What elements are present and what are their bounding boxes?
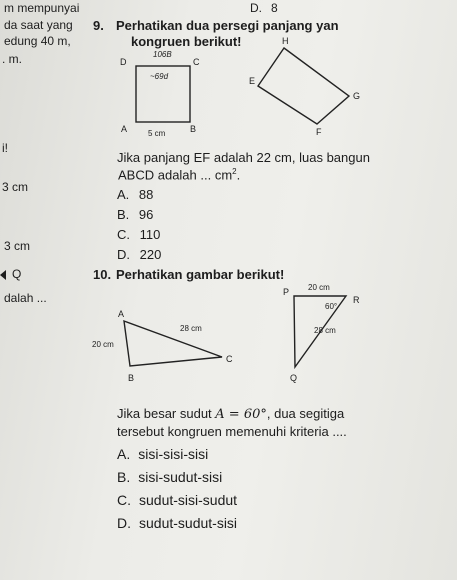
label-r: R: [353, 295, 360, 305]
prev-option-d-letter: D.: [250, 1, 262, 15]
label-28cm-right: 28 cm: [314, 326, 336, 335]
q10-option-d[interactable]: D. sudut-sudut-sisi: [117, 515, 238, 531]
q9-number: 9.: [93, 18, 104, 33]
handwriting-above: 106B: [153, 50, 172, 59]
prev-option-d-value: 8: [271, 1, 278, 15]
q9-stem-line-1: Perhatikan dua persegi panjang yan: [116, 18, 339, 33]
triangle-abc: [124, 321, 222, 366]
q10-option-c[interactable]: C. sudut-sisi-sudut: [117, 492, 238, 508]
label-d: D: [120, 57, 127, 67]
left-line-4: . m.: [2, 52, 22, 66]
left-line-8: Q: [0, 268, 21, 280]
q9-option-d[interactable]: D. 220: [117, 247, 162, 262]
label-h: H: [282, 36, 289, 46]
label-e: E: [249, 76, 256, 86]
label-60deg: 60°: [325, 302, 338, 311]
left-line-2: da saat yang: [4, 18, 73, 32]
label-20cm-right: 20 cm: [308, 283, 330, 292]
left-line-3: edung 40 m,: [4, 34, 71, 48]
label-b: B: [190, 124, 197, 134]
label-28cm-left: 28 cm: [180, 324, 202, 333]
left-line-6: 3 cm: [2, 180, 29, 194]
q10-text-line-2: tersebut kongruen memenuhi kriteria ....: [117, 424, 347, 439]
label-a: A: [121, 124, 128, 134]
label-f: F: [316, 127, 322, 137]
q9-option-b[interactable]: B. 96: [117, 207, 154, 222]
q9-text-line-1: Jika panjang EF adalah 22 cm, luas bangun: [117, 150, 370, 165]
q9-option-a[interactable]: A. 88: [117, 187, 154, 202]
label-c-tri: C: [226, 354, 233, 364]
left-line-7: 3 cm: [4, 239, 31, 253]
label-c: C: [193, 57, 200, 67]
label-b-tri: B: [128, 373, 135, 383]
q10-option-b[interactable]: B. sisi-sudut-sisi: [117, 469, 223, 485]
label-a-tri: A: [118, 309, 125, 319]
left-line-1: m mempunyai: [4, 1, 80, 15]
q10-stem: Perhatikan gambar berikut!: [116, 267, 285, 282]
q10-number: 10.: [93, 267, 112, 282]
left-line-5: i!: [2, 141, 8, 155]
handwriting-inside: ~69d: [150, 72, 169, 81]
label-g: G: [353, 91, 361, 101]
q10-option-a[interactable]: A. sisi-sisi-sisi: [117, 446, 209, 462]
label-5cm: 5 cm: [148, 129, 166, 138]
q10-text-line-1: Jika besar sudut A = 60°, dua segitiga: [117, 406, 345, 422]
label-20cm-left: 20 cm: [92, 340, 114, 349]
label-p: P: [283, 287, 290, 297]
q9-option-c[interactable]: C. 110: [117, 227, 161, 242]
q9-stem-line-2: kongruen berikut!: [131, 34, 242, 49]
label-q: Q: [290, 373, 298, 383]
q9-text-line-2: ABCD adalah ... $cm^2$.: [118, 167, 241, 183]
left-line-9: dalah ...: [4, 291, 47, 305]
